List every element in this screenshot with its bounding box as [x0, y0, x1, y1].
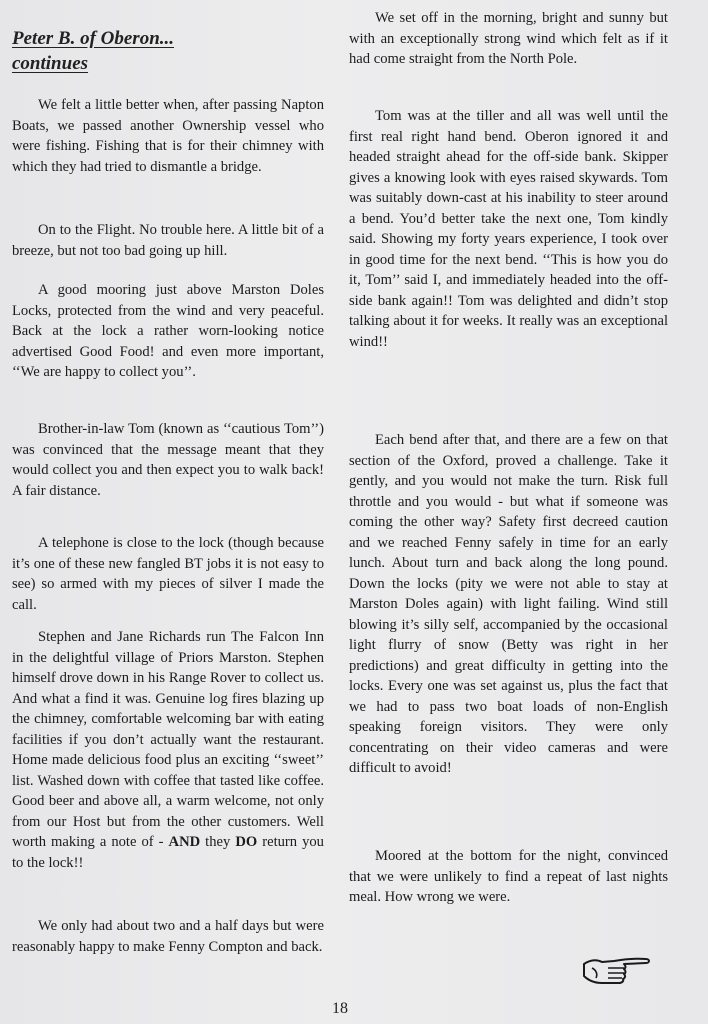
page-number: 18: [332, 1000, 348, 1017]
paragraph: Moored at the bottom for the night, convinced that we were unlikely to find a repeat of last nights meal. How wrong we were.: [349, 848, 668, 905]
paragraph: We set off in the morning, bright and sunny but with an exceptionally strong wind which felt as if it had come straight from the North Pole.: [349, 10, 668, 67]
paragraph: On to the Flight. No trouble here. A little bit of a breeze, but not too bad going up hill.: [12, 222, 324, 259]
paragraph: A telephone is close to the lock (though because it’s one of these new fangled BT jobs it is not easy to see) so armed with my pieces of silver I made the call.: [12, 535, 324, 613]
paragraph: We only had about two and a half days but were reasonably happy to make Fenny Compton and back.: [12, 918, 324, 955]
paragraph-text: they: [205, 834, 231, 850]
paragraph-text: return you to the lock!!: [12, 834, 324, 871]
paragraph-text: Stephen and Jane Richards run The Falcon Inn in the delightful village of Priors Marston. Stephen himself drove down in his Range Rover to collect us. And what a find it was. Genuine log fires blazing up the chimney, comfortable welcoming bar with eating facilities if you don’t actually want the restaurant. Home made delicious food plus an exciting ‘‘sweet’’ list. Washed down with coffee that tasted like coffee. Good beer and above all, a warm welcome, not only from our Host but from the other customers. Well worth making a note of -: [12, 629, 324, 850]
paragraph: Brother-in-law Tom (known as ‘‘cautious Tom’’) was convinced that the message meant that they would collect you and then expect you to walk back! A fair distance.: [12, 421, 324, 499]
paragraph: A good mooring just above Marston Doles Locks, protected from the wind and very peaceful. Back at the lock a rather worn-looking notice advertised Good Food! and even more important, ‘‘We are happy to collect you’’.: [12, 282, 324, 380]
paragraph: [12, 627, 324, 873]
emphasis-and: AND: [168, 834, 201, 850]
pointing-hand-icon: [580, 950, 652, 990]
emphasis-do: DO: [235, 834, 258, 850]
paragraph: We felt a little better when, after passing Napton Boats, we passed another Ownership vessel who were fishing. Fishing that is for their chimney with which they had tried to dismantle a bridge.: [12, 97, 324, 175]
paragraph: Each bend after that, and there are a few on that section of the Oxford, proved a challenge. Take it gently, and you would not make the turn. Risk full throttle and you would - but what if someone was coming the other way? Safety first decreed caution and we reached Fenny safely in time for an early lunch. About turn and back along the long pound. Down the locks (pity we were not able to stay at Marston Doles again) with light failing. Wind still blowing it’s silly self, accompanied by the occasional light flurry of snow (Betty was right in her predictions) and great difficulty in getting into the locks. Every one was set against us, plus the fact that we had to pass two boat loads of non-English speaking foreign visitors. They were only concentrating on their video cameras and were difficult to avoid!: [349, 432, 668, 776]
title-line-2: continues: [12, 53, 89, 74]
title-line-1: Peter B. of Oberon...: [12, 28, 175, 49]
article-title: [12, 26, 252, 76]
paragraph: Tom was at the tiller and all was well until the first real right hand bend. Oberon ignored it and headed straight ahead for the off-side bank. Skipper gives a knowing look with eyes raised skywards. Tom was suitably down-cast at his inability to steer around a bend. You’d better take the next one, Tom kindly said. Showing my forty years experience, I took over in good time for the next bend. ‘‘This is how you do it, Tom’’ said I, and immediately headed into the off-side bank again!! Tom was delighted and didn’t stop talking about it for weeks. It really was an exceptional wind!!: [349, 108, 668, 350]
